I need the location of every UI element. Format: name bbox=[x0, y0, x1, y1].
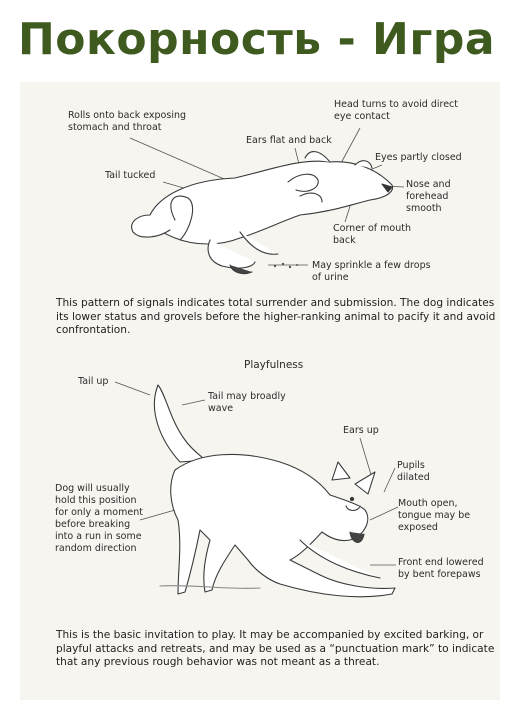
submission-caption: This pattern of signals indicates total surrender and submission. The dog indicates its lower status and grovels before the higher-ranking animal to pacify it and avoid confrontation. bbox=[56, 297, 496, 336]
label-tail-tucked: Tail tucked bbox=[105, 170, 156, 181]
label-ears-up: Ears up bbox=[343, 425, 379, 436]
label-tail-up: Tail up bbox=[78, 376, 109, 387]
label-head-turns: Head turns to avoid direct eye contact bbox=[334, 99, 458, 122]
label-tail-wave: Tail may broadly wave bbox=[208, 391, 286, 414]
label-rolls-onto-back: Rolls onto back exposing stomach and throat bbox=[68, 110, 187, 133]
label-ears-flat: Ears flat and back bbox=[246, 135, 332, 146]
label-mouth-open: Mouth open, tongue may be exposed bbox=[398, 498, 471, 533]
submissive-dog-drawing bbox=[132, 152, 393, 274]
label-eyes-closed: Eyes partly closed bbox=[375, 152, 462, 163]
page-title: Покорность - Игра bbox=[17, 14, 496, 65]
play-caption: This is the basic invitation to play. It may be accompanied by excited barking, or playful attacks and retreats, and may be used as a “punctuation mark” to indicate that any previous rough behavior was not meant as a threat. bbox=[56, 629, 495, 668]
label-nose-forehead: Nose and forehead smooth bbox=[406, 179, 451, 214]
playfulness-heading: Playfulness bbox=[244, 359, 304, 371]
urine-drops bbox=[274, 263, 298, 268]
play-bow-dog-drawing bbox=[154, 385, 395, 597]
label-front-lowered: Front end lowered by bent forepaws bbox=[398, 557, 484, 580]
label-hold-position: Dog will usually hold this position for only a moment before breaking into a run in some random direction bbox=[55, 483, 143, 554]
label-pupils-dilated: Pupils dilated bbox=[397, 460, 430, 483]
label-corner-of-mouth: Corner of mouth back bbox=[333, 223, 411, 246]
label-urine: May sprinkle a few drops of urine bbox=[312, 260, 431, 283]
